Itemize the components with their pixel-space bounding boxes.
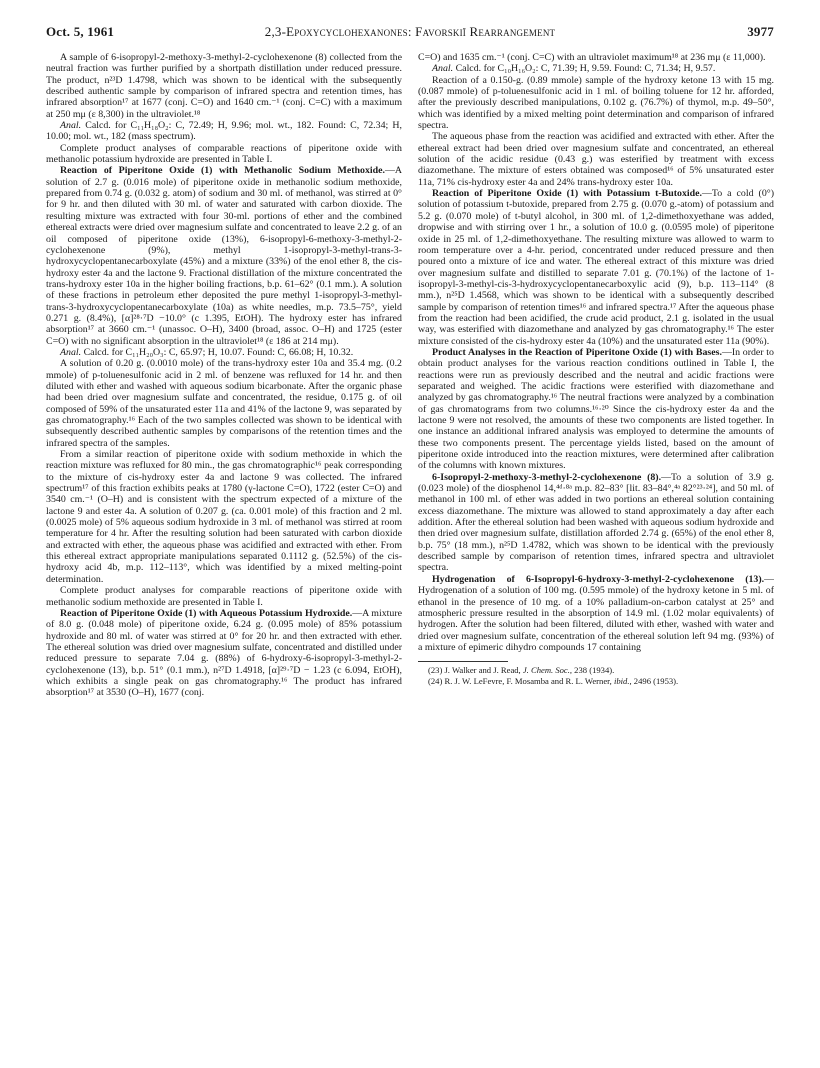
paragraph: A solution of 0.20 g. (0.0010 mole) of the trans-hydroxy ester 10a and 35.4 mg. (0.2 mmole) of p-toluenesulfonic acid in 2 ml. of benzene was refluxed for 14 hr. and then diluted with ether and washed with aqueous sodium bicarbonate. After the organic phase had been dried over magnesium sulfate and concentrated, the residue, 0.175 g. of oil composed of 59% of the unsaturated ester 11a and 41% of the lactone 9, was separated by gas chromatography.¹⁶ Each of the two samples collected was shown to be identical with subsequently described authentic samples by comparisons of the retention times and the infrared spectra of the samples.: [46, 358, 402, 449]
analysis-text: Calcd. for C₁₁H₂₀O₃: C, 65.97; H, 10.07. Found: C, 66.08; H, 10.32.: [81, 346, 354, 358]
running-header: [46, 24, 774, 44]
running-title: 2,3-Epoxycyclohexanones: Favorskiĭ Rearrangement: [264, 24, 556, 39]
footnote-23: [418, 665, 774, 675]
section-text: —In order to obtain product analyses for the various reaction conditions outlined in Table I, the reactions were run as previously described and the neutral and acidic fractions were separated and weighed. The acidic fractions were esterified with diazomethane and analyzed by gas chromatography.¹⁶ The neutral fractions were analyzed by a combination of gas chromatograms from two columns.¹⁶·²⁰ Since the cis-hydroxy ester 4a and the lactone 9 were not resolved, the amounts of these two components are listed together. In one instance an additional infrared analysis was employed to determine the amounts of these two components present. The percentage yields listed, based on the amount of piperitone oxide introduced into the reaction mixtures, were determined after calibration of the columns with known mixtures.: [418, 346, 774, 472]
analysis-text: Calcd. for C₁₁H₁₈O₂: C, 72.49; H, 9.96; mol. wt., 182. Found: C, 72.34; H, 10.00; mol. wt., 182 (mass spectrum).: [46, 120, 402, 143]
section-paragraph: [46, 608, 402, 699]
section-heading: Reaction of Piperitone Oxide (1) with Aqueous Potassium Hydroxide.: [60, 607, 353, 619]
section-heading: Reaction of Piperitone Oxide (1) with Methanolic Sodium Methoxide.: [60, 165, 385, 177]
page-number: 3977: [747, 24, 774, 39]
left-column: [46, 52, 402, 1060]
issue-date: Oct. 5, 1961: [46, 24, 115, 39]
paragraph: Complete product analyses of comparable reactions of piperitone oxide with methanolic potassium hydroxide are presented in Table I.: [46, 142, 402, 166]
section-heading: Reaction of Piperitone Oxide (1) with Potassium t-Butoxide.: [432, 188, 703, 200]
section-paragraph: [418, 347, 774, 472]
analysis-paragraph: [46, 347, 402, 358]
paragraph: Reaction of a 0.150-g. (0.89 mmole) sample of the hydroxy ketone 13 with 15 mg. (0.087 mmole) of p-toluenesulfonic acid in 1 ml. of boiling toluene for 12 hr. afforded, after the previously described manipulations, 0.102 g. (76.7%) of thymol, m.p. 49–50°, which was identified by a mixed melting point determination and comparison of infrared spectra.: [418, 74, 774, 132]
footnote-text: , 238 (1934).: [569, 665, 615, 676]
footnote-text: , 2496 (1953).: [629, 676, 679, 687]
analysis-label: Anal.: [60, 346, 82, 358]
section-text: —Hydrogenation of a solution of 100 mg. (0.595 mmole) of the hydroxy ketone in 5 ml. of ethanol in the presence of 10 mg. of a 10% palladium-on-carbon catalyst at 25° and atmospheric pressure resulted in the absorption of 14.9 ml. (1.02 molar equivalents) of hydrogen. After the solution had been filtered, diluted with ether, washed with water and dried over magnesium sulfate, concentration of the ethereal solution left 94 mg. (93%) of a mixture of epimeric dihydro compounds 17 containing: [418, 573, 774, 653]
section-text: —A mixture of 8.0 g. (0.048 mole) of piperitone oxide, 6.24 g. (0.095 mole) of 85% potassium hydroxide and 80 ml. of water was stirred at 0° for 20 hr. and then extracted with ether. The ethereal solution was dried over magnesium sulfate, concentrated and distilled under reduced pressure to separate 7.04 g. (88%) of 6-hydroxy-6-isopropyl-3-methyl-2-cyclohexenone (13), b.p. 51° (0.1 mm.), n²⁷D 1.4918, [α]²⁹·⁷D − 1.23 (c 6.094, EtOH), which exhibits a single peak on gas chromatography.¹⁶ The product has infrared absorption¹⁷ at 3530 (O–H), 1677 (conj.: [46, 607, 402, 699]
paragraph: Complete product analyses for comparable reactions of piperitone oxide with methanolic sodium methoxide are presented in Table I.: [46, 585, 402, 608]
section-text: —To a cold (0°) solution of potassium t-butoxide, prepared from 2.75 g. (0.070 g.-atom) of potassium and 5.2 g. (0.070 mole) of t-butyl alcohol, in 300 ml. of 1,2-dimethoxyethane was added, dropwise and with stirring over 1 hr., a solution of 10.0 g. (0.0595 mole) of piperitone oxide in 25 ml. of 1,2-dimethoxyethane. The resulting mixture was allowed to warm to room temperature over a 4-hr. period, concentrated under reduced pressure and then poured onto a mixture of ice and water. The ethereal extract of this mixture was dried over magnesium sulfate and distilled to separate 7.01 g. (70.1%) of the lactone of 1-isopropyl-3-methyl-cis-3-hydroxycyclopentanecarboxylic acid (9), b.p. 113–114° (8 mm.), n²⁵D 1.4568, which was shown to be identical with a subsequently described sample by comparison of retention times¹⁶ and infrared spectra.¹⁷ After the aqueous phase from the reaction had been acidified, the crude acid product, 2.1 g. isolated in the usual way, was esterified with diazomethane and analyzed by gas chromatography.¹⁶ The ester mixture consisted of the cis-hydroxy ester 4a (10%) and the unsaturated ester 11a (90%).: [418, 188, 774, 347]
section-paragraph: [46, 165, 402, 347]
analysis-paragraph: [418, 63, 774, 74]
analysis-label: Anal.: [432, 63, 454, 75]
analysis-paragraph: [46, 120, 402, 143]
section-paragraph: [418, 574, 774, 653]
section-heading: Hydrogenation of 6-Isopropyl-6-hydroxy-3-methyl-2-cyclohexenone (13).: [432, 573, 765, 585]
section-heading: Product Analyses in the Reaction of Piperitone Oxide (1) with Bases.: [432, 346, 722, 358]
journal-name: J. Chem. Soc.: [522, 665, 570, 676]
footnote-text: (24) R. J. W. LeFevre, F. Mosamba and R. L. Werner,: [428, 676, 614, 687]
section-paragraph: [418, 188, 774, 347]
paragraph: From a similar reaction of piperitone oxide with sodium methoxide in which the reaction mixture was refluxed for 80 min., the gas chromatographic¹⁶ peak corresponding to the mixture of cis-hydroxy ester 4a and lactone 9 was collected. The infrared spectrum¹⁷ of this fraction exhibits peaks at 1780 (γ-lactone C=O), 1722 (ester C=O) and 3540 cm.⁻¹ (O–H) and is consistent with the spectrum expected of a mixture of the lactone 9 and ester 4a. A solution of 0.207 g. (ca. 0.001 mole) of this fraction and 2 ml. (0.0025 mole) of 5% aqueous sodium hydroxide in 3 ml. of methanol was stirred at room temperature for 4 hr. After the resulting solution had been saturated with carbon dioxide and extracted with ether, the aqueous phase was acidified and extracted with ether. From this ethereal extract appropriate manipulations separated 0.1112 g. (52.5%) of the cis-hydroxy acid 4b, m.p. 112–113°, which was identified by a mixed melting-point determination.: [46, 449, 402, 585]
section-text: —A solution of 2.7 g. (0.016 mole) of piperitone oxide in methanolic sodium methoxide, prepared from 0.74 g. (0.032 g. atom) of sodium and 30 ml. of methanol, was stirred at 0° for 9 hr. and then diluted with 30 ml. of water and saturated with carbon dioxide. The resulting mixture was extracted with four 30-ml. portions of ether and the combined ethereal extracts were dried over magnesium sulfate and concentrated to leave 2.2 g. of an oil composed of piperitone oxide (13%), 6-isopropyl-6-methoxy-3-methyl-2-cyclohexenone (9%), methyl 1-isopropyl-3-methyl-trans-3-hydroxycyclopentanecarboxylate (45%) and a mixture (33%) of the enol ether 8, the cis-hydroxy ester 4a and the lactone 9. Fractional distillation of the mixture concentrated the trans-hydroxy ester 10a in the higher boiling fractions, b.p. 61–62° (0.1 mm.). A solution of these fractions in petroleum ether deposited the pure methyl 1-isopropyl-3-methyl-trans-3-hydroxycyclopentanecarboxylate (10a) as white needles, m.p. 73.5–75°, yield 0.271 g. (8.4%), [α]²⁸·⁷D −10.0° (c 1.395, EtOH). The hydroxy ester has infrared absorption¹⁷ at 3660 cm.⁻¹ (unassoc. O–H), 3400 (broad, assoc. O–H) and 1725 (ester C=O) with no significant absorption in the ultraviolet¹⁸ (ε 186 at 214 mμ).: [46, 165, 402, 347]
analysis-label: Anal.: [60, 120, 82, 132]
section-heading: 6-Isopropyl-2-methoxy-3-methyl-2-cyclohexenone (8).: [432, 471, 662, 483]
section-paragraph: [418, 472, 774, 574]
analysis-text: Calcd. for C₁₀H₁₆O₂: C, 71.39; H, 9.59. Found: C, 71.34; H, 9.57.: [453, 63, 716, 75]
paragraph: The aqueous phase from the reaction was acidified and extracted with ether. After the ethereal extract had been dried over magnesium sulfate and concentrated, an ethereal solution of the acidic residue (0.43 g.) was esterified by treatment with excess diazomethane. The mixture of esters obtained was composed¹⁶ of 5% unsaturated ester 11a, 71% cis-hydroxy ester 4a and 24% trans-hydroxy ester 10a.: [418, 131, 774, 188]
right-column: [418, 52, 774, 1060]
paragraph: A sample of 6-isopropyl-2-methoxy-3-methyl-2-cyclohexenone (8) collected from the neutral fraction was further purified by a shortpath distillation under reduced pressure. The product, n²³D 1.4798, which was shown to be identical with the subsequently described authentic sample by comparison of infrared spectra and retention times, has infrared absorption¹⁷ at 1677 (conj. C=O) and 1640 cm.⁻¹ (conj. C=C) with a maximum at 250 mμ (ε 8,300) in the ultraviolet.¹⁸: [46, 52, 402, 120]
paragraph: C=O) and 1635 cm.⁻¹ (conj. C=C) with an ultraviolet maximum¹⁸ at 236 mμ (ε 11,000).: [418, 52, 766, 63]
footnote-text: (23) J. Walker and J. Read,: [428, 665, 523, 676]
section-text: —To a solution of 3.9 g. (0.023 mole) of the diosphenol 14,⁴ᵈ·⁸ᵃ m.p. 82–83° [lit. 83–84°,⁴ᵃ 82°²³·²⁴], and 50 ml. of methanol in 100 ml. of ether was added in two portions an ethereal solution containing excess diazomethane. The mixture was allowed to stand approximately a day after each addition. After the ethereal solution had been washed with aqueous sodium hydroxide and then dried over magnesium sulfate, distillation afforded 2.74 g. (65%) of the enol ether 8, b.p. 75° (18 mm.), n²⁵D 1.4782, which was shown to be identical with the previously described sample by comparison of retention times, infrared spectra and ultraviolet spectra.: [418, 471, 774, 574]
footnotes: [418, 661, 774, 686]
footnote-24: [418, 676, 774, 686]
journal-name: ibid.: [613, 676, 630, 687]
footnote-rule: [418, 661, 508, 662]
